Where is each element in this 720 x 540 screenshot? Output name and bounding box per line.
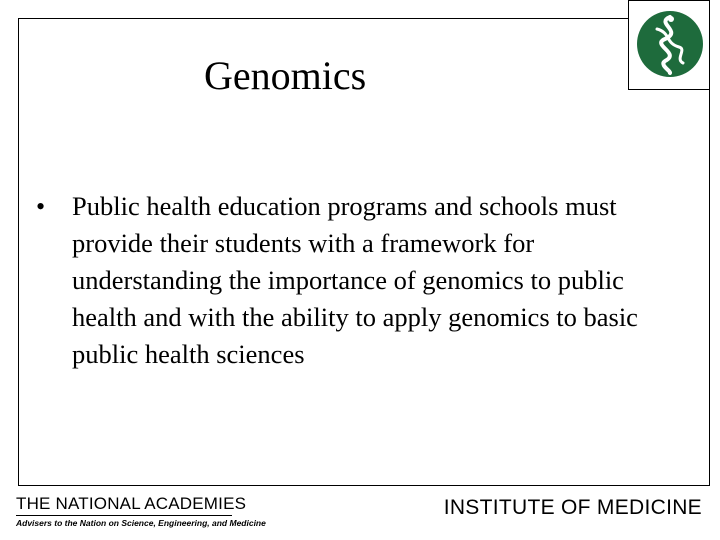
national-academies-name: THE NATIONAL ACADEMIES — [16, 494, 247, 513]
bullet-marker: • — [36, 192, 46, 221]
bullet-text: Public health education programs and schools must provide their students with a framework for understanding the importance of genomics to public health and with the ability to apply genomics to basic public health sciences — [72, 191, 638, 369]
bullet-item — [36, 188, 676, 373]
bullet-list — [36, 188, 676, 373]
national-academies-logo — [16, 494, 266, 528]
iom-serpent-logo-icon — [635, 9, 705, 79]
institute-of-medicine-name: INSTITUTE OF MEDICINE — [443, 496, 702, 519]
national-academies-tagline: Advisers to the Nation on Science, Engineering, and Medicine — [16, 518, 266, 528]
slide-title: Genomics — [204, 53, 367, 98]
national-academies-rule — [16, 515, 232, 516]
logo-box — [628, 0, 710, 90]
